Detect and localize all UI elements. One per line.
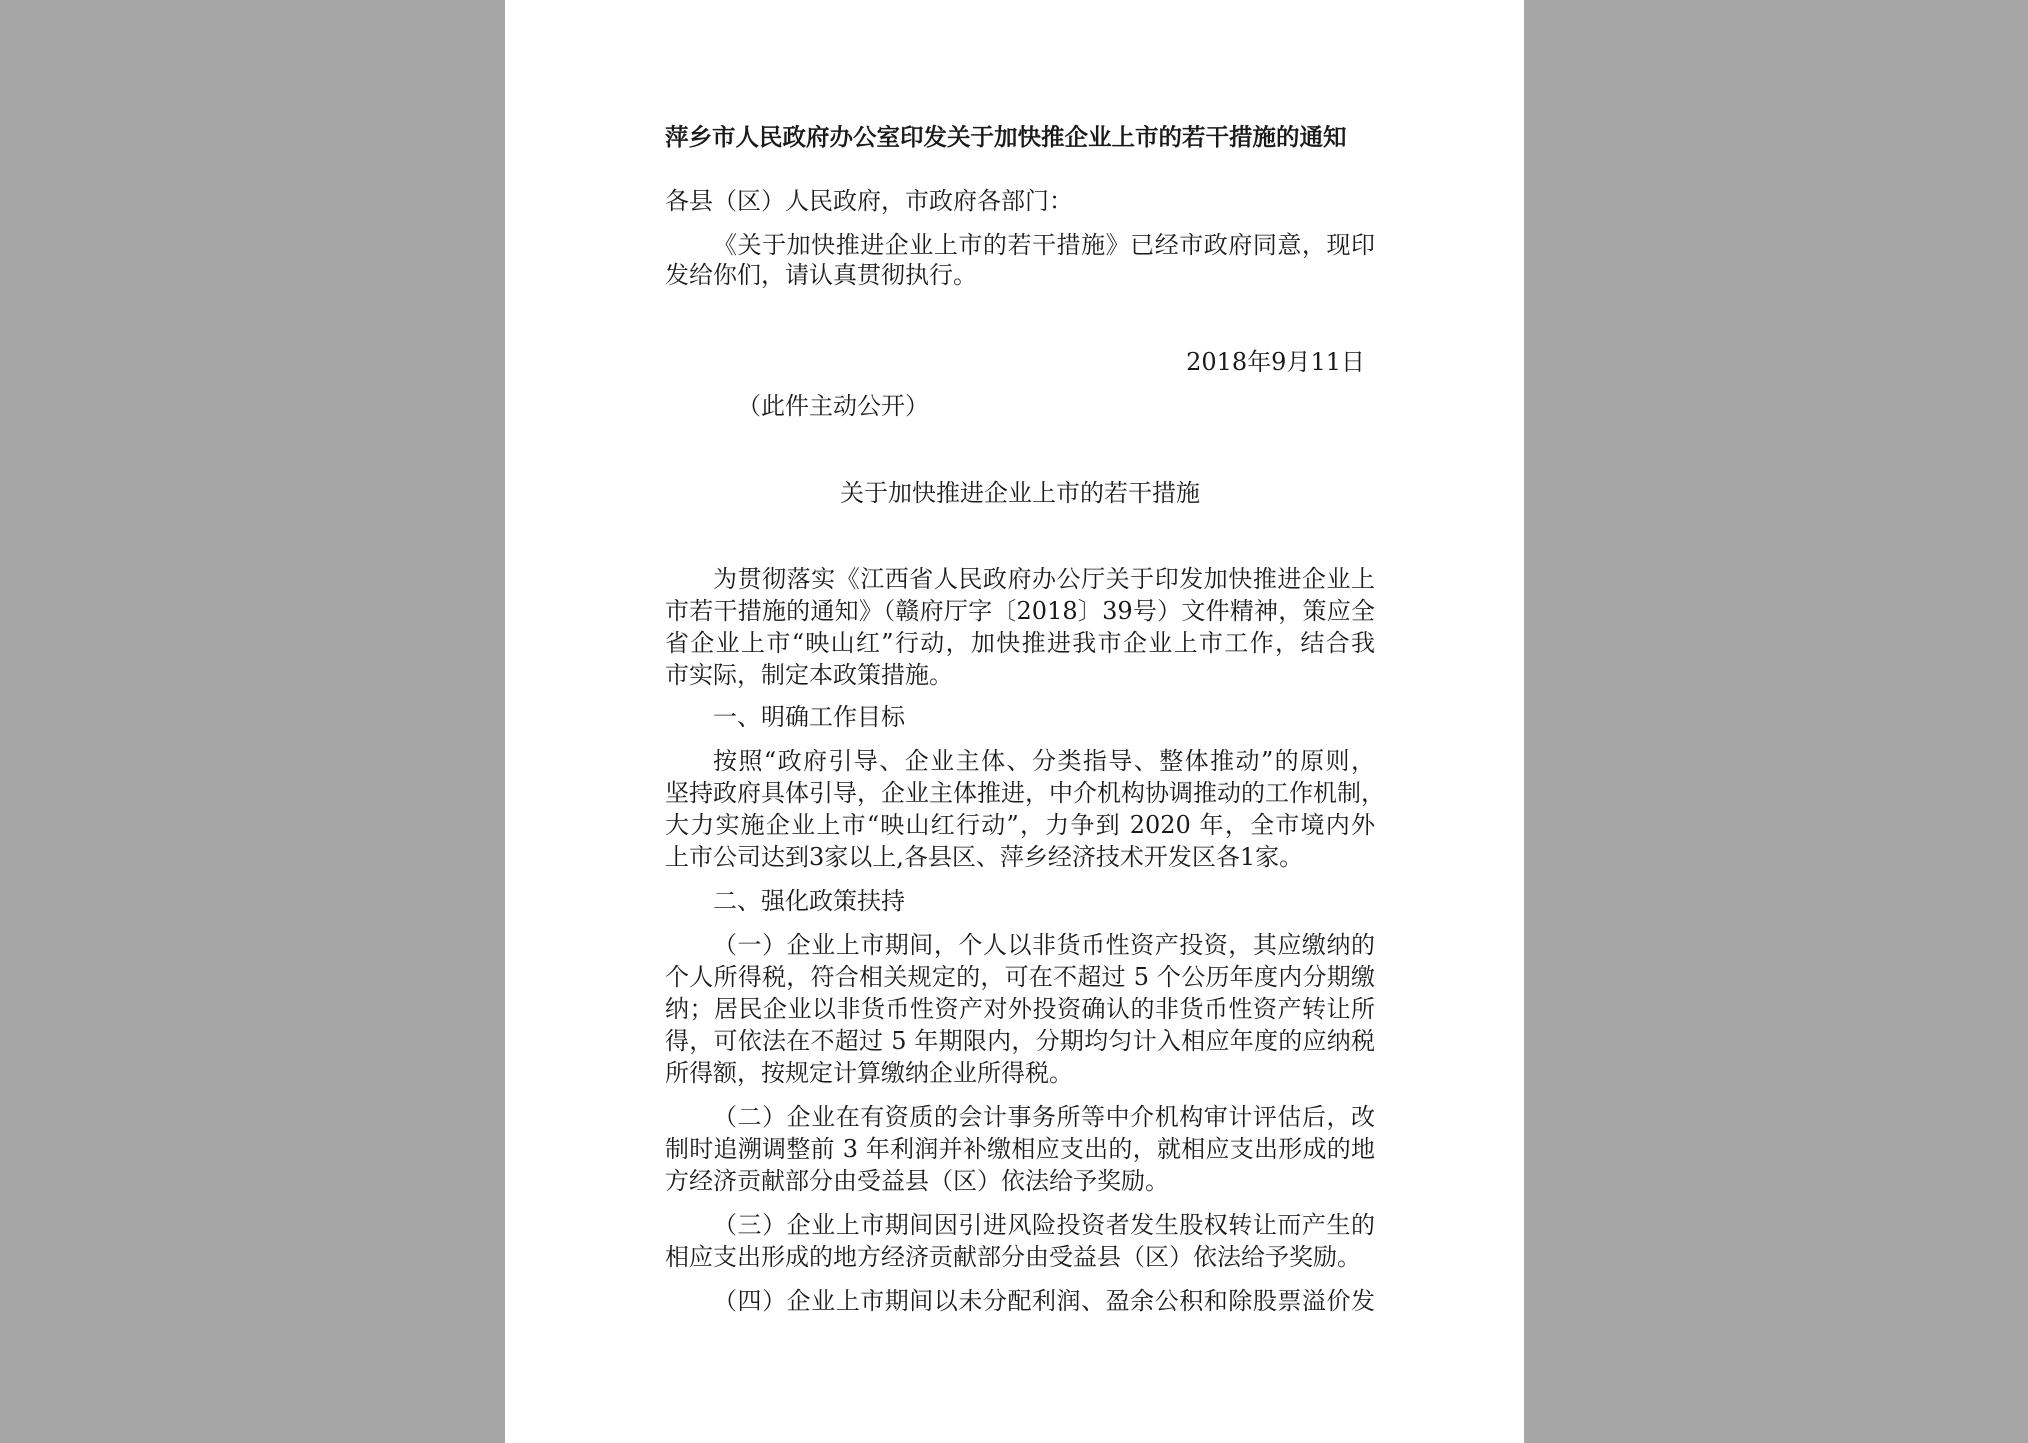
section-body-line: 按照“政府引导、企业主体、分类指导、整体推动”的原则，	[713, 747, 1375, 775]
preamble-line: 为贯彻落实《江西省人民政府办公厅关于印发加快推进企业上	[713, 565, 1375, 593]
section-body-line: 坚持政府具体引导，企业主体推进，中介机构协调推动的工作机制，	[665, 779, 1385, 807]
preamble-line: 市若干措施的通知》（赣府厅字〔2018〕39号）文件精神，策应全	[665, 597, 1375, 625]
item-line: 个人所得税，符合相关规定的，可在不超过 5 个公历年度内分期缴	[665, 963, 1375, 991]
section-body-line: 上市公司达到3家以上,各县区、萍乡经济技术开发区各1家。	[665, 843, 1304, 871]
item-line: 纳；居民企业以非货币性资产对外投资确认的非货币性资产转让所	[665, 995, 1375, 1023]
item-line: （一）企业上市期间，个人以非货币性资产投资，其应缴纳的	[713, 931, 1375, 959]
item-line: 相应支出形成的地方经济贡献部分由受益县（区）依法给予奖励。	[665, 1243, 1361, 1271]
preamble-line: 市实际，制定本政策措施。	[665, 661, 953, 689]
item-line: 得，可依法在不超过 5 年期限内，分期均匀计入相应年度的应纳税	[665, 1027, 1375, 1055]
section-body-line: 大力实施企业上市“映山红行动”，力争到 2020 年，全市境内外	[665, 811, 1375, 839]
section-heading: 一、明确工作目标	[713, 703, 905, 731]
issue-date: 2018年9月11日	[1186, 348, 1365, 376]
measures-subtitle: 关于加快推进企业上市的若干措施	[840, 479, 1200, 507]
item-line: （二）企业在有资质的会计事务所等中介机构审计评估后，改	[713, 1103, 1375, 1131]
item-line: 方经济贡献部分由受益县（区）依法给予奖励。	[665, 1167, 1169, 1195]
salutation: 各县（区）人民政府，市政府各部门：	[665, 187, 1073, 215]
disclosure-note: （此件主动公开）	[737, 392, 929, 420]
intro-line-1: 《关于加快推进企业上市的若干措施》已经市政府同意，现印	[713, 231, 1375, 259]
preamble-line: 省企业上市“映山红”行动，加快推进我市企业上市工作，结合我	[665, 629, 1375, 657]
item-line: 所得额，按规定计算缴纳企业所得税。	[665, 1059, 1073, 1087]
item-line: （四）企业上市期间以未分配利润、盈余公积和除股票溢价发	[713, 1287, 1375, 1315]
document-page	[505, 0, 1524, 1443]
item-line: 制时追溯调整前 3 年利润并补缴相应支出的，就相应支出形成的地	[665, 1135, 1375, 1163]
document-title: 萍乡市人民政府办公室印发关于加快推企业上市的若干措施的通知	[665, 123, 1347, 151]
item-line: （三）企业上市期间因引进风险投资者发生股权转让而产生的	[713, 1211, 1375, 1239]
intro-line-2: 发给你们，请认真贯彻执行。	[665, 261, 977, 289]
section-heading: 二、强化政策扶持	[713, 887, 905, 915]
